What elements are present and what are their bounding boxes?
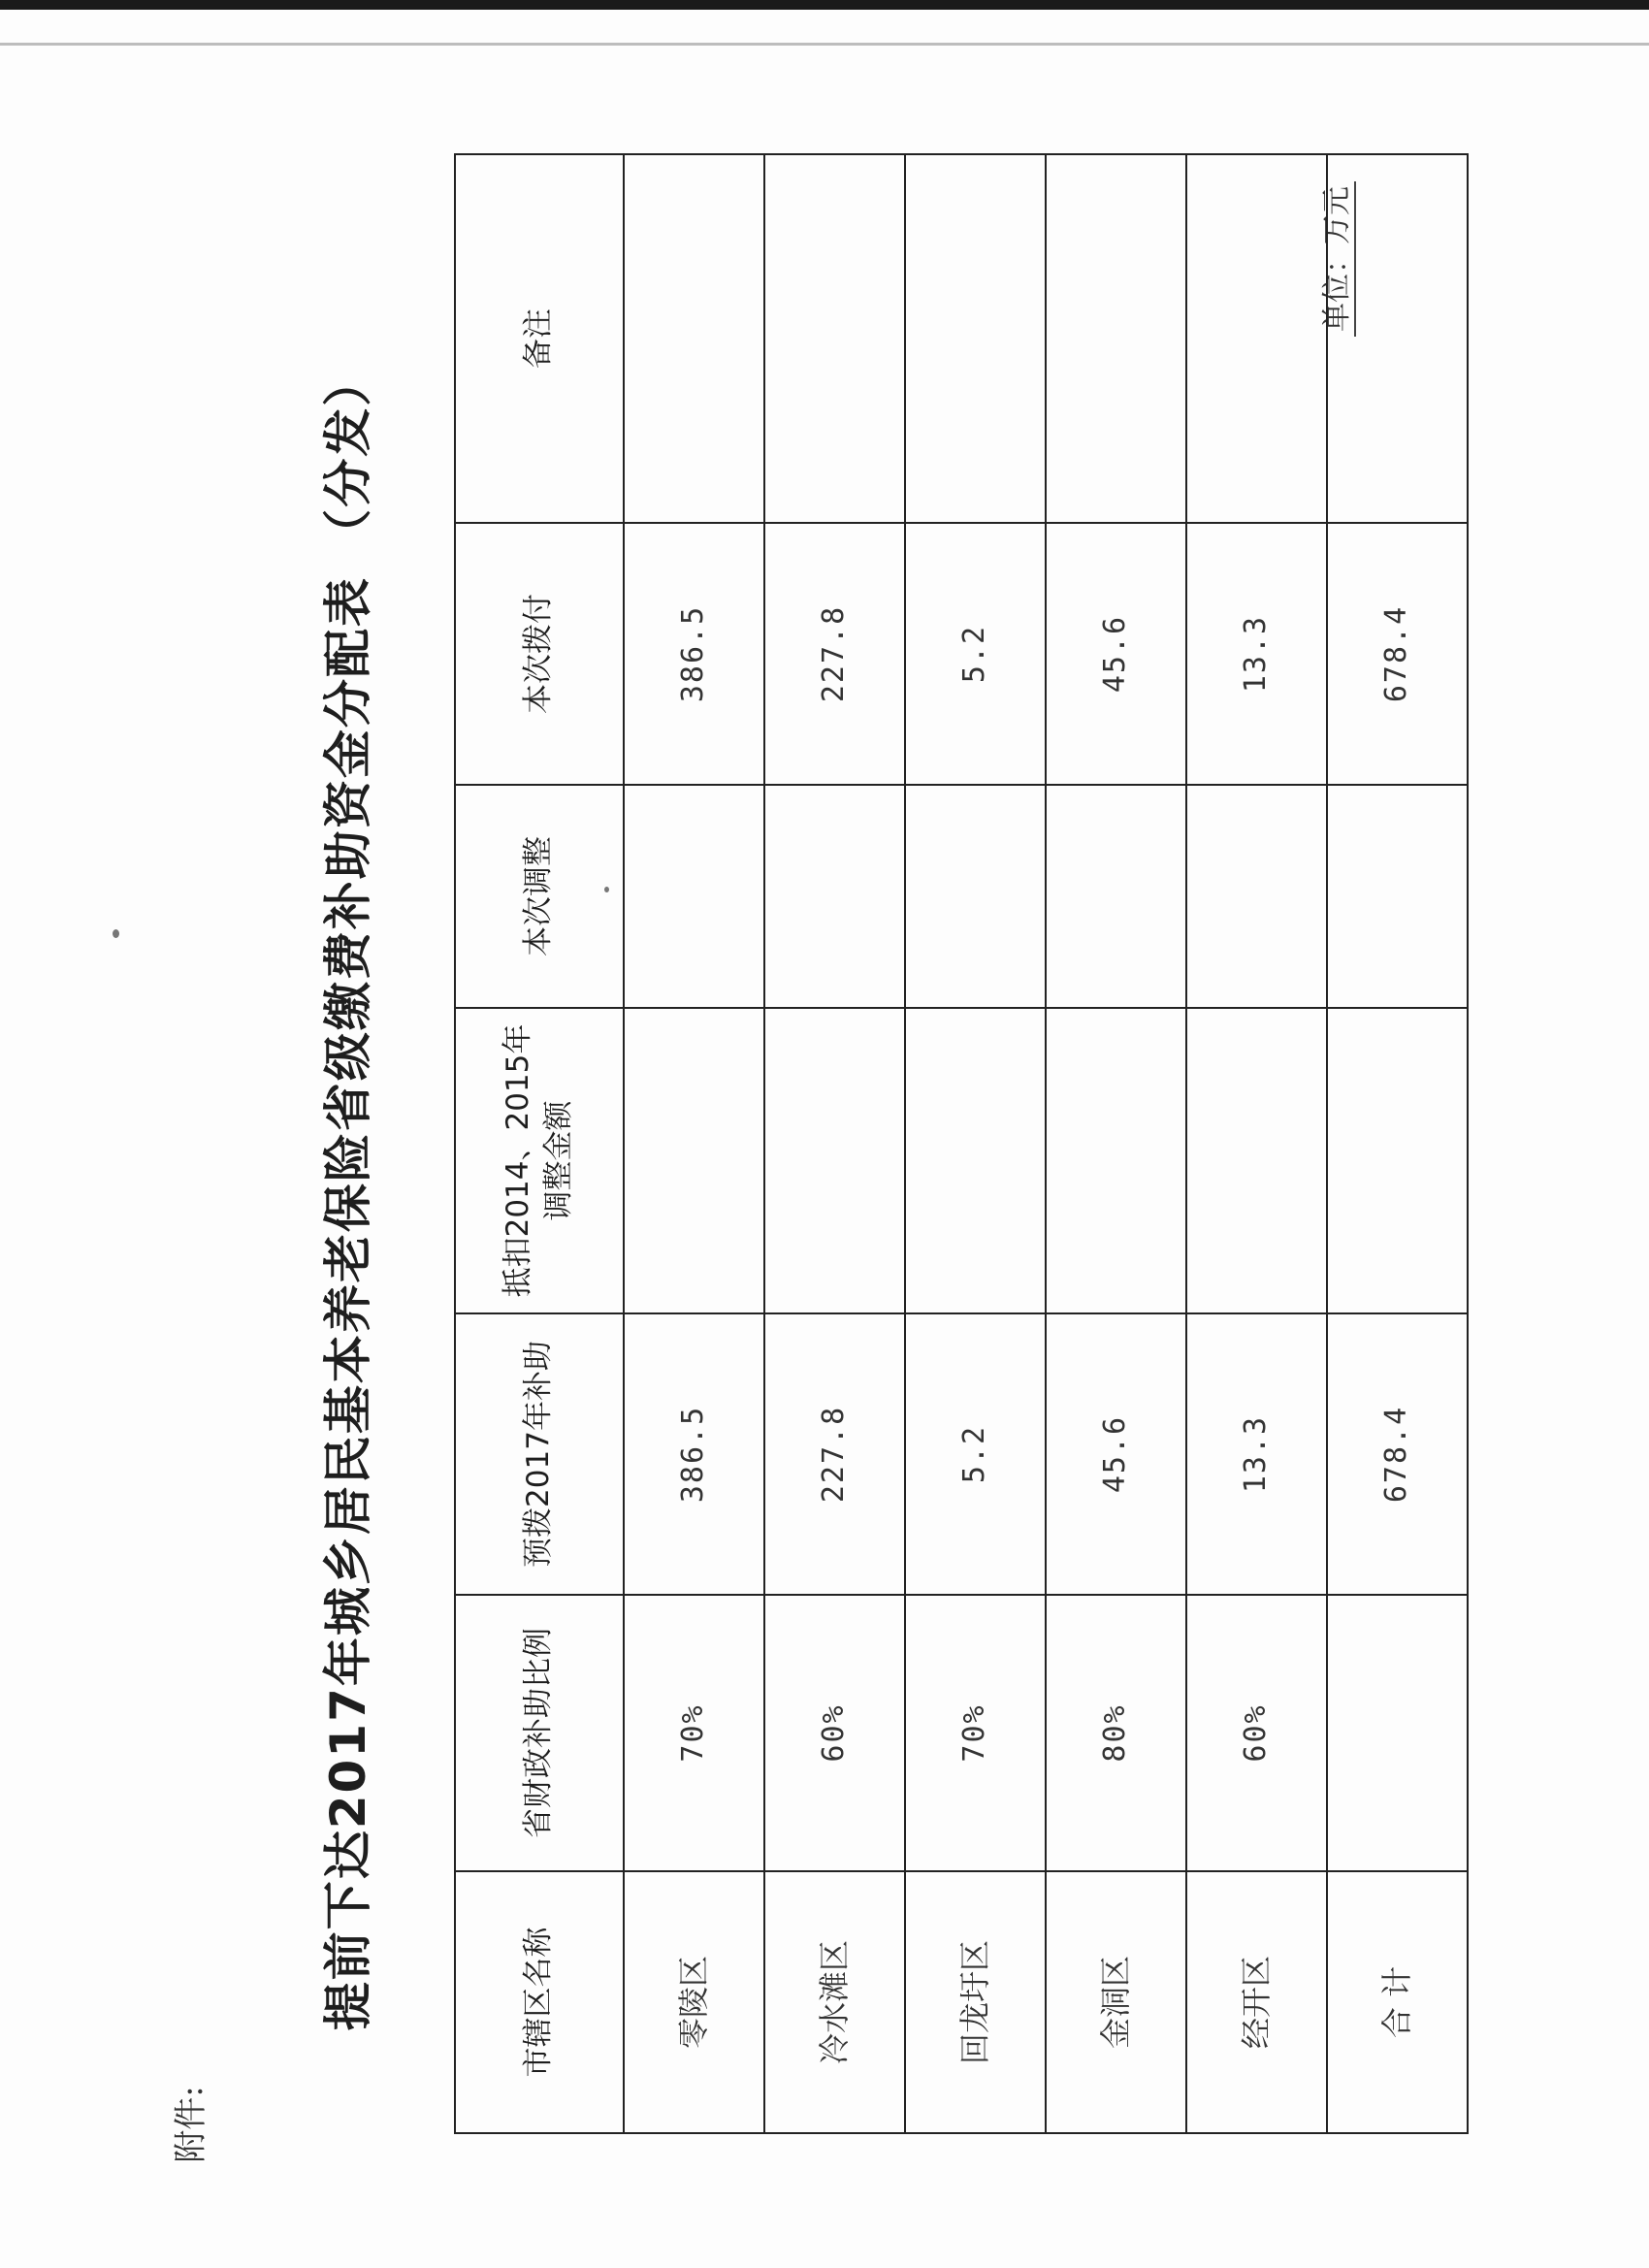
header-subsidy-ratio: 省财政补助比例	[455, 1595, 624, 1871]
cell-prepaid: 45.6	[1046, 1313, 1186, 1595]
cell-payment: 386.5	[624, 523, 764, 785]
cell-payment: 5.2	[905, 523, 1046, 785]
cell-adjustment	[1186, 785, 1327, 1008]
unit-label: 单位：万元	[1313, 181, 1356, 337]
cell-remarks	[1046, 154, 1186, 523]
cell-ratio: 80%	[1046, 1595, 1186, 1871]
allocation-table-wrapper	[454, 155, 1467, 2134]
cell-prepaid: 678.4	[1327, 1313, 1468, 1595]
cell-ratio	[1327, 1595, 1468, 1871]
table-row	[624, 154, 764, 2133]
cell-payment: 13.3	[1186, 523, 1327, 785]
cell-deduction	[764, 1008, 905, 1313]
cell-district: 冷水滩区	[764, 1871, 905, 2133]
cell-deduction	[1327, 1008, 1468, 1313]
cell-district: 零陵区	[624, 1871, 764, 2133]
table-header-row	[455, 154, 624, 2133]
table-row	[764, 154, 905, 2133]
cell-district: 金洞区	[1046, 1871, 1186, 2133]
table-row	[1186, 154, 1327, 2133]
header-adjustment: 本次调整	[455, 785, 624, 1008]
table-row	[905, 154, 1046, 2133]
cell-deduction	[1046, 1008, 1186, 1313]
cell-prepaid: 227.8	[764, 1313, 905, 1595]
cell-ratio: 60%	[764, 1595, 905, 1871]
cell-district: 经开区	[1186, 1871, 1327, 2133]
allocation-table	[454, 153, 1469, 2134]
table-total-row	[1327, 154, 1468, 2133]
attachment-label: 附件:	[171, 2086, 210, 2163]
cell-prepaid: 5.2	[905, 1313, 1046, 1595]
cell-remarks	[905, 154, 1046, 523]
scan-fold-line	[0, 43, 1649, 46]
cell-remarks	[1327, 154, 1468, 523]
cell-total-label: 合 计	[1327, 1871, 1468, 2133]
header-district: 市辖区名称	[455, 1871, 624, 2133]
table-row	[1046, 154, 1186, 2133]
cell-adjustment	[1327, 785, 1468, 1008]
scan-top-edge	[0, 0, 1649, 10]
cell-remarks	[624, 154, 764, 523]
document-title: 提前下达2017年城乡居民基本养老保险省级缴费补助资金分配表 （分发）	[320, 355, 376, 2031]
cell-prepaid: 13.3	[1186, 1313, 1327, 1595]
cell-adjustment	[1046, 785, 1186, 1008]
cell-payment: 678.4	[1327, 523, 1468, 785]
cell-remarks	[764, 154, 905, 523]
scan-speck	[113, 929, 119, 938]
cell-ratio: 70%	[624, 1595, 764, 1871]
cell-ratio: 60%	[1186, 1595, 1327, 1871]
cell-payment: 45.6	[1046, 523, 1186, 785]
header-deduction-2014-2015: 抵扣2014、2015年调整金额	[455, 1008, 624, 1313]
cell-prepaid: 386.5	[624, 1313, 764, 1595]
header-payment: 本次拨付	[455, 523, 624, 785]
header-remarks: 备注	[455, 154, 624, 523]
cell-adjustment	[624, 785, 764, 1008]
cell-deduction	[1186, 1008, 1327, 1313]
header-prepaid-2017: 预拨2017年补助	[455, 1313, 624, 1595]
cell-district: 回龙圩区	[905, 1871, 1046, 2133]
cell-remarks	[1186, 154, 1327, 523]
cell-deduction	[624, 1008, 764, 1313]
cell-ratio: 70%	[905, 1595, 1046, 1871]
cell-payment: 227.8	[764, 523, 905, 785]
cell-adjustment	[764, 785, 905, 1008]
cell-deduction	[905, 1008, 1046, 1313]
cell-adjustment	[905, 785, 1046, 1008]
